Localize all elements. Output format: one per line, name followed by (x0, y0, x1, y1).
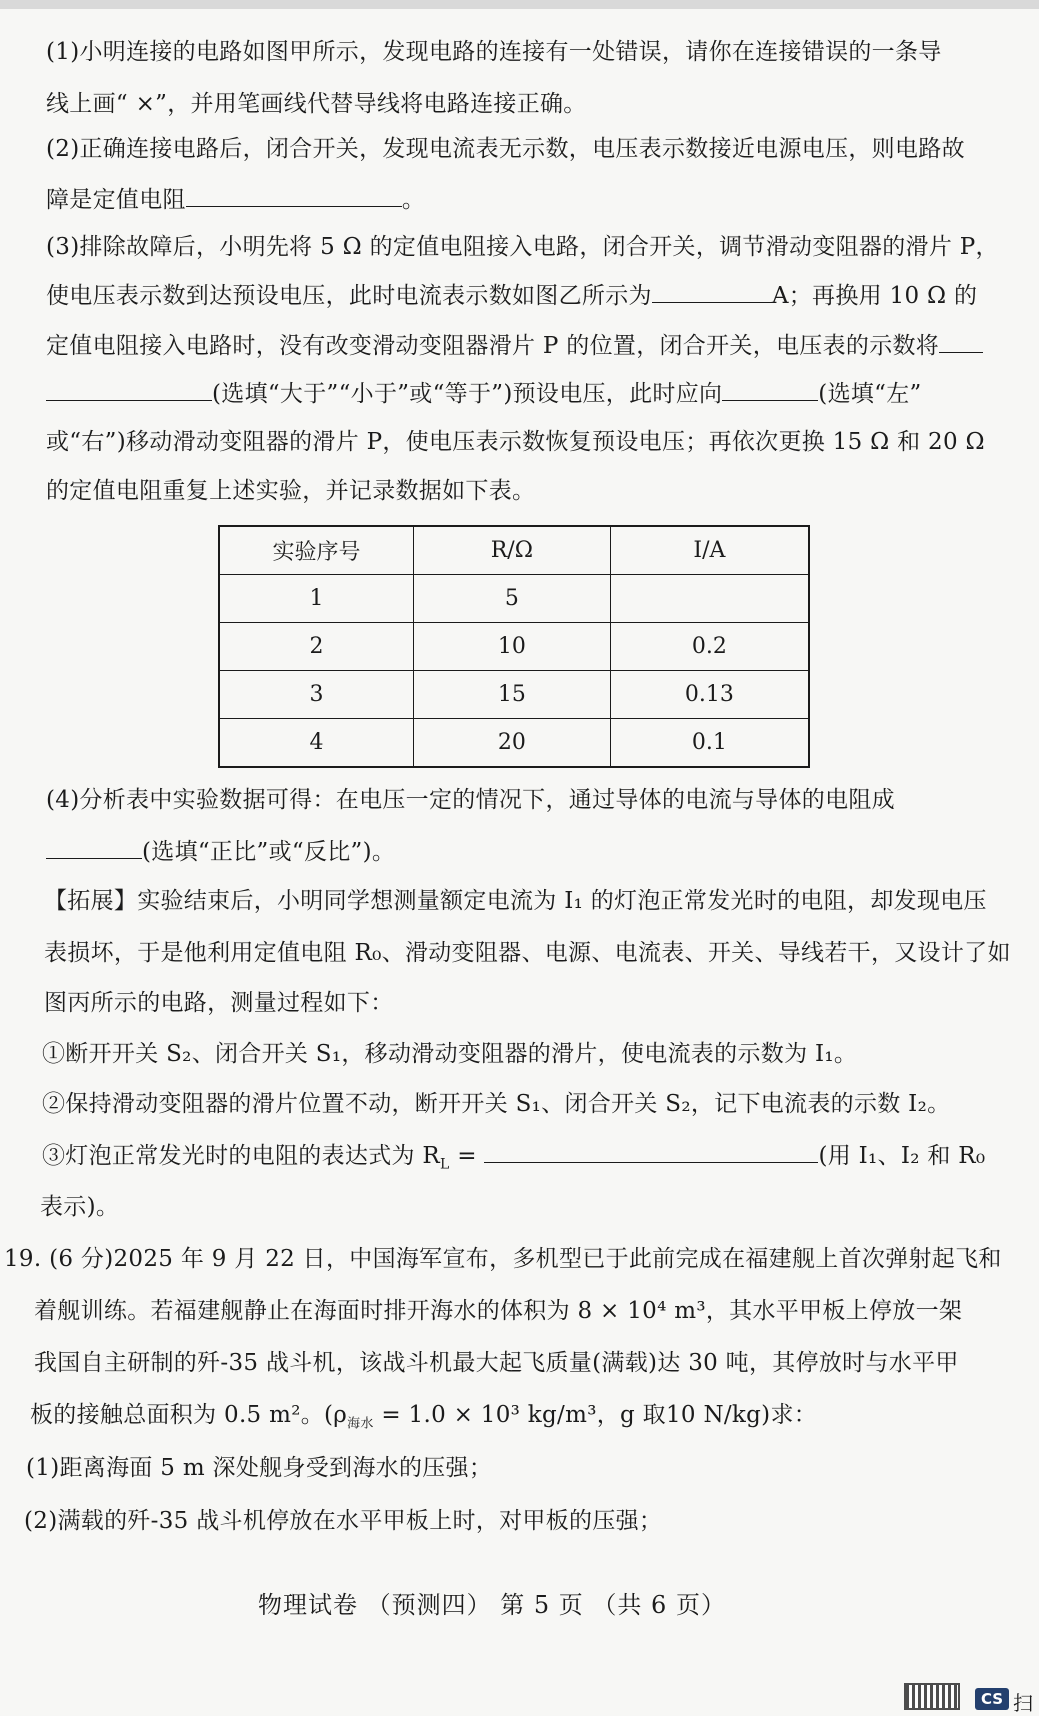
table-header: I/A (610, 526, 809, 575)
table-cell: 5 (413, 575, 610, 623)
q2-line-2 (46, 184, 425, 214)
voltage-blank[interactable] (46, 378, 212, 401)
q3-line-3 (46, 330, 983, 360)
q2-line-1: (2)正确连接电路后，闭合开关，发现电流表无示数，电压表示数接近电源电压，则电路故 (46, 136, 965, 162)
table-cell: 2 (219, 623, 413, 671)
q3-line-4 (46, 378, 922, 408)
q3-text-d: (选填“大于”“小于”或“等于”)预设电压，此时应向 (212, 381, 723, 407)
step-3-equals: = (449, 1143, 485, 1169)
table-header: R/Ω (413, 526, 610, 575)
table-cell: 0.2 (610, 623, 809, 671)
table-cell: 0.1 (610, 719, 809, 768)
page-footer: 物理试卷 （预测四） 第 5 页 （共 6 页） (258, 1591, 726, 1619)
table-cell: 15 (413, 671, 610, 719)
q19-part-1: (1)距离海面 5 m 深处舰身受到海水的压强； (26, 1455, 493, 1481)
table-header: 实验序号 (219, 526, 413, 575)
q19-line-3: 我国自主研制的歼-35 战斗机，该战斗机最大起飞质量(满载)达 30 吨，其停放时与水平甲 (34, 1350, 959, 1376)
table-cell: 4 (219, 719, 413, 768)
q4-line-2 (46, 836, 395, 866)
direction-blank[interactable] (722, 378, 818, 401)
q3-line-2 (46, 280, 977, 310)
table-row (219, 671, 809, 719)
q3-text-e: (选填“左” (818, 381, 922, 407)
q3-line-1: (3)排除故障后，小明先将 5 Ω 的定值电阻接入电路，闭合开关，调节滑动变阻器的滑片 P， (46, 234, 999, 260)
q3-line-6: 的定值电阻重复上述实验，并记录数据如下表。 (46, 478, 536, 504)
scanner-logo: CS (975, 1688, 1009, 1710)
step-3-end: 表示)。 (40, 1194, 120, 1220)
q2-end: 。 (401, 187, 426, 213)
step-3-text: ③灯泡正常发光时的电阻的表达式为 R (42, 1143, 441, 1169)
q19-line-2: 着舰训练。若福建舰静止在海面时排开海水的体积为 8 × 10⁴ m³，其水平甲板上停放一架 (34, 1298, 963, 1324)
step-3-hint: (用 I₁、I₂ 和 R₀ (818, 1143, 986, 1169)
table-cell-answer[interactable] (610, 575, 809, 623)
table-cell: 10 (413, 623, 610, 671)
extension-line-3: 图丙所示的电路，测量过程如下： (44, 990, 394, 1016)
fault-blank[interactable] (186, 184, 402, 207)
q3-text-b: A；再换用 10 Ω 的 (771, 283, 978, 309)
q3-text-a: 使电压表示数到达预设电压，此时电流表示数如图乙所示为 (46, 283, 652, 309)
q4-text: (选填“正比”或“反比”)。 (142, 839, 396, 865)
q2-text: 障是定值电阻 (46, 187, 186, 213)
q1-line-1: (1)小明连接的电路如图甲所示，发现电路的连接有一处错误，请你在连接错误的一条导 (46, 39, 942, 65)
qr-code-icon (904, 1683, 960, 1710)
q1-line-2: 线上画“ ×”，并用笔画线代替导线将电路连接正确。 (46, 91, 587, 117)
step-1: ①断开开关 S₂、闭合开关 S₁，移动滑动变阻器的滑片，使电流表的示数为 I₁。 (42, 1041, 858, 1067)
step-2: ②保持滑动变阻器的滑片位置不动，断开开关 S₁、闭合开关 S₂，记下电流表的示数 I₂。 (42, 1091, 951, 1117)
table-row (219, 719, 809, 768)
q19-part-2: (2)满载的歼-35 战斗机停放在水平甲板上时，对甲板的压强； (24, 1508, 663, 1534)
resistance-expression-blank[interactable] (484, 1140, 818, 1163)
q19-text-a: 板的接触总面积为 0.5 m²。(ρ (30, 1402, 348, 1428)
table-cell: 1 (219, 575, 413, 623)
rho-subscript: 海水 (347, 1416, 374, 1432)
table-cell: 3 (219, 671, 413, 719)
table-row (219, 623, 809, 671)
extension-line-2: 表损坏，于是他利用定值电阻 R₀、滑动变阻器、电源、电流表、开关、导线若干，又设计了如 (44, 940, 1011, 966)
q19-line-1: 19. (6 分)2025 年 9 月 22 日，中国海军宣布，多机型已于此前完成在福建舰上首次弹射起飞和 (4, 1246, 1002, 1272)
scanner-text: 扫 (1013, 1691, 1033, 1715)
table-header-row (219, 526, 809, 575)
step-3-subscript: L (440, 1156, 450, 1173)
proportion-blank[interactable] (46, 836, 142, 859)
extension-line-1: 【拓展】实验结束后，小明同学想测量额定电流为 I₁ 的灯泡正常发光时的电阻，却发现电压 (44, 888, 987, 914)
table-row (219, 575, 809, 623)
table-cell: 0.13 (610, 671, 809, 719)
q19-text-b: = 1.0 × 10³ kg/m³，g 取10 N/kg)求： (373, 1402, 818, 1428)
current-blank[interactable] (652, 280, 772, 303)
q19-line-4 (30, 1400, 817, 1430)
q3-line-5: 或“右”)移动滑动变阻器的滑片 P，使电压表示数恢复预设电压；再依次更换 15 Ω 和 20 Ω (46, 429, 985, 455)
voltage-blank-start[interactable] (939, 330, 983, 353)
step-3 (42, 1140, 986, 1173)
q4-line-1: (4)分析表中实验数据可得：在电压一定的情况下，通过导体的电流与导体的电阻成 (46, 787, 895, 813)
q3-text-c: 定值电阻接入电路时，没有改变滑动变阻器滑片 P 的位置，闭合开关，电压表的示数将 (46, 333, 940, 359)
table-cell: 20 (413, 719, 610, 768)
data-table (218, 525, 810, 768)
